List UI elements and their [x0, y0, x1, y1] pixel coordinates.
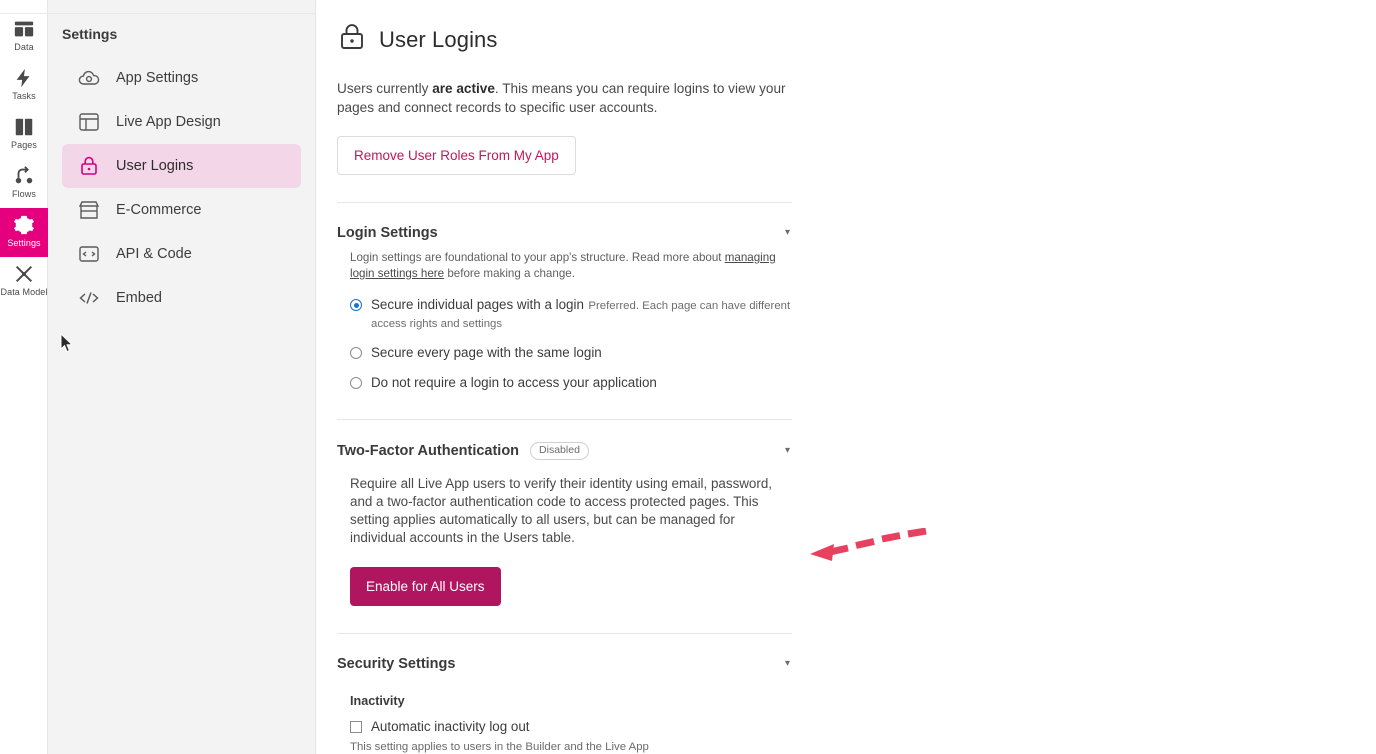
- sidebar-item-ecommerce[interactable]: [62, 188, 301, 232]
- rail-label-settings: Settings: [7, 238, 41, 248]
- rail-item-tasks[interactable]: [0, 61, 48, 110]
- inactivity-note: This setting applies to users in the Builder and the Live App: [350, 741, 649, 753]
- rail-label-flows: Flows: [11, 189, 36, 199]
- login-settings-title: Login Settings: [337, 225, 438, 241]
- main-content: [316, 0, 1376, 754]
- sidebar-label-live-app-design: Live App Design: [116, 114, 221, 130]
- sidebar-label-app-settings: App Settings: [116, 70, 199, 86]
- inactivity-heading: Inactivity: [350, 694, 405, 708]
- data-icon: [13, 18, 35, 40]
- lock-icon: [76, 153, 102, 179]
- status-badge: Disabled: [530, 442, 589, 460]
- annotation-arrow-icon: [808, 528, 978, 572]
- code-brackets-icon: [76, 241, 102, 267]
- embed-arrows-icon: [76, 285, 102, 311]
- sidebar-title: Settings: [62, 26, 118, 42]
- rail-item-data-model[interactable]: [0, 257, 48, 306]
- sidebar-item-live-app-design[interactable]: [62, 100, 301, 144]
- intro-text: [337, 79, 787, 117]
- radio-secure-individual-pages[interactable]: [350, 299, 362, 311]
- rail-item-flows[interactable]: [0, 159, 48, 208]
- sidebar-item-embed[interactable]: [62, 276, 301, 320]
- two-factor-description: Require all Live App users to verify their identity using email, password, and a two-factor authentication code to access protected pages. This setting applies automatically to all users, but can be managed for individual accounts in the Users table.: [350, 476, 773, 545]
- sidebar-item-api-code[interactable]: [62, 232, 301, 276]
- login-desc-part-2: before making a change.: [444, 267, 575, 280]
- two-factor-header[interactable]: [337, 442, 792, 460]
- rail-item-pages[interactable]: [0, 110, 48, 159]
- login-option-label-1: Secure every page with the same login: [371, 345, 602, 360]
- page-header: [337, 22, 793, 57]
- lock-icon-large: [337, 22, 367, 57]
- settings-sidebar: [48, 0, 316, 754]
- divider-3: [337, 633, 792, 634]
- enable-for-all-users-button[interactable]: Enable for All Users: [350, 567, 501, 606]
- rail-label-pages: Pages: [10, 140, 38, 150]
- login-option-row-0[interactable]: [350, 296, 793, 332]
- page-title: User Logins: [379, 26, 498, 52]
- chevron-down-icon-security[interactable]: ▾: [784, 658, 790, 669]
- radio-secure-every-page[interactable]: [350, 347, 362, 359]
- chevron-down-icon[interactable]: ▾: [784, 227, 790, 238]
- sidebar-item-app-settings[interactable]: [62, 56, 301, 100]
- sidebar-label-api-code: API & Code: [116, 246, 192, 262]
- login-option-sub-0: Preferred. Each page can have different access rights and settings: [371, 300, 791, 330]
- data-model-icon: [13, 263, 35, 285]
- divider-1: [337, 202, 792, 203]
- sidebar-label-embed: Embed: [116, 290, 162, 306]
- pages-icon: [13, 116, 35, 138]
- two-factor-title: Two-Factor Authentication: [337, 443, 520, 459]
- login-option-label-2: Do not require a login to access your application: [371, 375, 657, 390]
- login-option-row-1[interactable]: [350, 344, 793, 362]
- gear-icon: [13, 214, 35, 236]
- cloud-gear-icon: [76, 65, 102, 91]
- chevron-down-icon-two-factor[interactable]: ▾: [784, 445, 790, 456]
- intro-part-1: Users currently: [337, 81, 433, 96]
- login-option-row-2[interactable]: [350, 374, 793, 392]
- security-settings-title: Security Settings: [337, 656, 456, 672]
- flows-icon: [13, 165, 35, 187]
- intro-bold: are active: [432, 81, 495, 96]
- primary-nav-rail: [0, 0, 48, 754]
- rail-label-tasks: Tasks: [12, 91, 36, 101]
- login-desc-part-1: Login settings are foundational to your app's structure. Read more about: [350, 251, 725, 264]
- security-settings-header[interactable]: [337, 656, 792, 672]
- rail-item-data[interactable]: [0, 12, 48, 61]
- rail-item-settings[interactable]: [0, 208, 48, 257]
- rail-label-data: Data: [14, 42, 34, 52]
- remove-user-roles-button[interactable]: Remove User Roles From My App: [337, 136, 576, 175]
- intro-part-2: . This means you can require logins to view your pages and connect records to specific user accounts.: [337, 81, 786, 115]
- login-settings-header[interactable]: [337, 225, 792, 241]
- sidebar-item-user-logins[interactable]: [62, 144, 301, 188]
- store-icon: [76, 197, 102, 223]
- inactivity-checkbox-row[interactable]: [350, 719, 793, 734]
- radio-no-login-required[interactable]: [350, 377, 362, 389]
- rail-label-data-model: Data Model: [0, 287, 48, 297]
- login-option-label-0: Secure individual pages with a login: [371, 297, 584, 312]
- sidebar-label-user-logins: User Logins: [116, 158, 194, 174]
- divider-2: [337, 419, 792, 420]
- layout-design-icon: [76, 109, 102, 135]
- login-settings-description: [350, 250, 780, 282]
- tasks-bolt-icon: [13, 67, 35, 89]
- sidebar-label-ecommerce: E-Commerce: [116, 202, 202, 218]
- automatic-inactivity-logout-checkbox[interactable]: [350, 721, 362, 733]
- automatic-inactivity-logout-label: Automatic inactivity log out: [371, 719, 530, 734]
- managing-login-settings-link[interactable]: managing login settings here: [350, 251, 776, 280]
